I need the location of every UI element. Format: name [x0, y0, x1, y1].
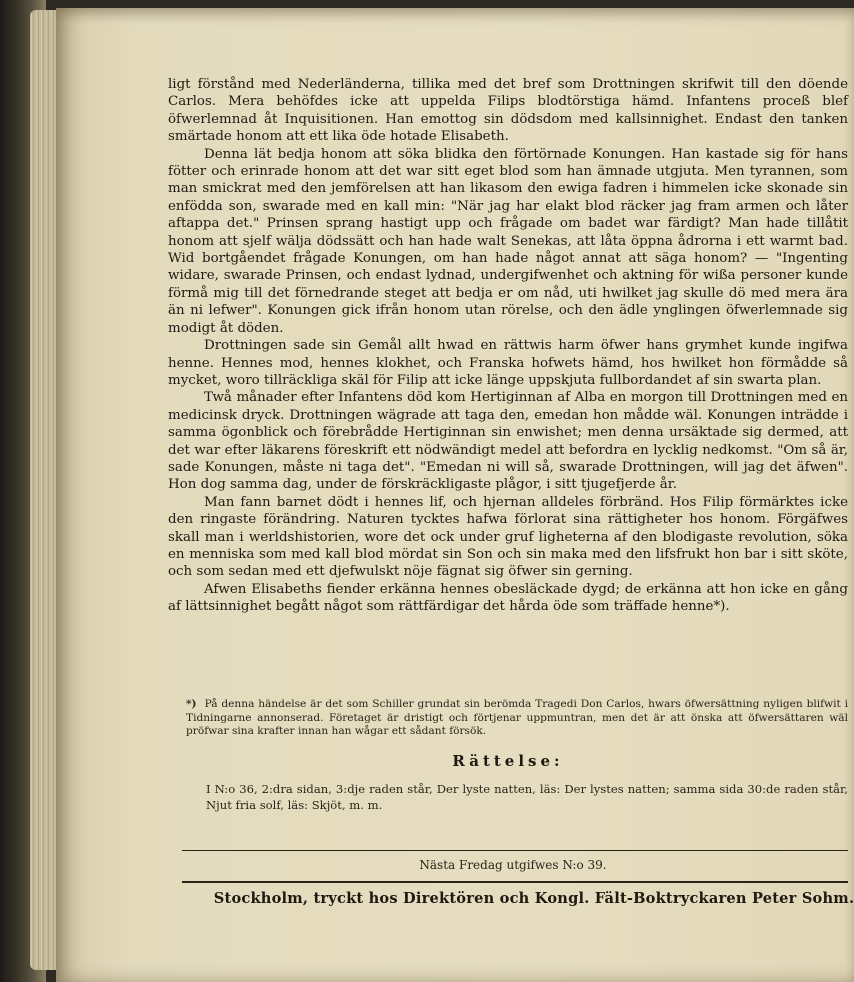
- paragraph-1: ligt förstånd med Nederländerna, tillika med det bref som Drottningen skrifwit till den döende Carlos. Mera behöfdes icke att uppelda Filips blodtörstiga hämd. Infantens proceß blef öfwerlemnad åt Inquisitionen. Han emottog sin dödsdom med kallsinnighet. Endast den tanken smärtade honom att ett lika öde hotade Elisabeth.: [168, 77, 848, 145]
- paragraph-3: Drottningen sade sin Gemål allt hwad en rättwis harm öfwer hans grymhet kunde ingifwa henne. Hennes mod, hennes klokhet, och Franska hofwets hämd, hos hwilket hon förmådde så mycket, woro tillräckliga skäl för Filip att icke länge uppskjuta fullbordandet af sin swarta plan.: [168, 338, 848, 388]
- printer-imprint: Stockholm, tryckt hos Direktören och Kongl. Fält-Boktryckaren Peter Sohm.: [213, 890, 854, 907]
- correction-heading: Rättelse:: [452, 752, 564, 770]
- paragraph-2: Denna lät bedja honom att söka blidka den förtörnade Konungen. Han kastade sig för hans fötter och erinrade honom att det war sitt eget blod som han ämnade utgjuta. Men tyrannen, som man smickrat med den jemförelsen att han likasom den ewiga fadren i himmelen icke skonade sin enfödda son, swarade med en kall min: "När jag har elakt blod räcker jag fram armen och låter aftappa det." Prinsen sprang hastigt upp och frågade om badet war färdigt? Man hade tillåtit honom att sjelf wälja dödssätt och han hade walt Senekas, att låta öppna ådrorna i ett warmt bad. Wid bortgåendet frågade Konungen, om han hade något annat att säga honom? — "Ingenting widare, swarade Prinsen, och endast lydnad, undergifwenhet och aktning för wißa personer kunde förmå mig till det förnedrande steget att bedja er om nåd, uti hwilket jag skulle dö med mera ära än ni lefwer". Konungen gick ifrån honom utan rörelse, och den ädle ynglingen öfwerlemnade sig modigt åt döden.: [168, 146, 848, 336]
- body-text: [168, 76, 848, 616]
- book-page: [56, 8, 854, 982]
- next-issue-notice: Nästa Fredag utgifwes N:o 39.: [419, 858, 607, 872]
- divider-rule-top: [182, 850, 848, 851]
- footnote-text: På denna händelse är det som Schiller grundat sin berömda Tragedi Don Carlos, hwars öfwersättning nyligen blifwit i Tidningarne annonserad. Företaget är dristigt och förtjenar uppmuntran, men det är att önska att öfwersättaren wäl pröfwar sina krafter innan han wågar ett sådant försök.: [186, 698, 848, 738]
- paragraph-4: Twå månader efter Infantens död kom Hertiginnan af Alba en morgon till Drottningen med en medicinsk dryck. Drottningen wägrade att taga den, emedan hon mådde wäl. Konungen inträdde i samma ögonblick och förebrådde Hertiginnan sin enwishet; men denna ursäktade sig dermed, att det war efter läkarens föreskrift ett nödwändigt medel att befordra en lycklig nedkomst. "Om så är, sade Konungen, måste ni taga det". "Emedan ni will så, swarade Drottningen, will jag det äfwen". Hon dog samma dag, under de förskräckligaste plågor, i sitt tjugefjerde år.: [168, 390, 848, 493]
- footnote-mark: *): [186, 698, 197, 710]
- paragraph-5: Man fann barnet dödt i hennes lif, och hjernan alldeles förbränd. Hos Filip förmärktes icke den ringaste förändring. Naturen tycktes hafwa förlorat sina rättigheter hos honom. Förgäfwes skall man i werldshistorien, wore det ock under gruf ligheterna af den blodigaste revolution, söka en menniska som med kall blod mördat sin Son och sin maka med den lifsfrukt hon bar i sitt sköte, och som sedan med ett djefwulskt nöje fägnat sig öfwer sin gerning.: [168, 494, 848, 580]
- paragraph-6: Afwen Elisabeths fiender erkänna hennes obesläckade dygd; de erkänna att hon icke en gång af lättsinnighet begått något som rättfärdigar det hårda öde som träffade henne*).: [168, 581, 848, 615]
- correction-text: I N:o 36, 2:dra sidan, 3:dje raden står, Der lyste natten, läs: Der lystes natten; samma sida 30:de raden står, Njut fria solf, läs: Skjöt, m. m.: [206, 782, 848, 812]
- divider-rule-bottom: [182, 881, 848, 883]
- footnote: [186, 698, 848, 739]
